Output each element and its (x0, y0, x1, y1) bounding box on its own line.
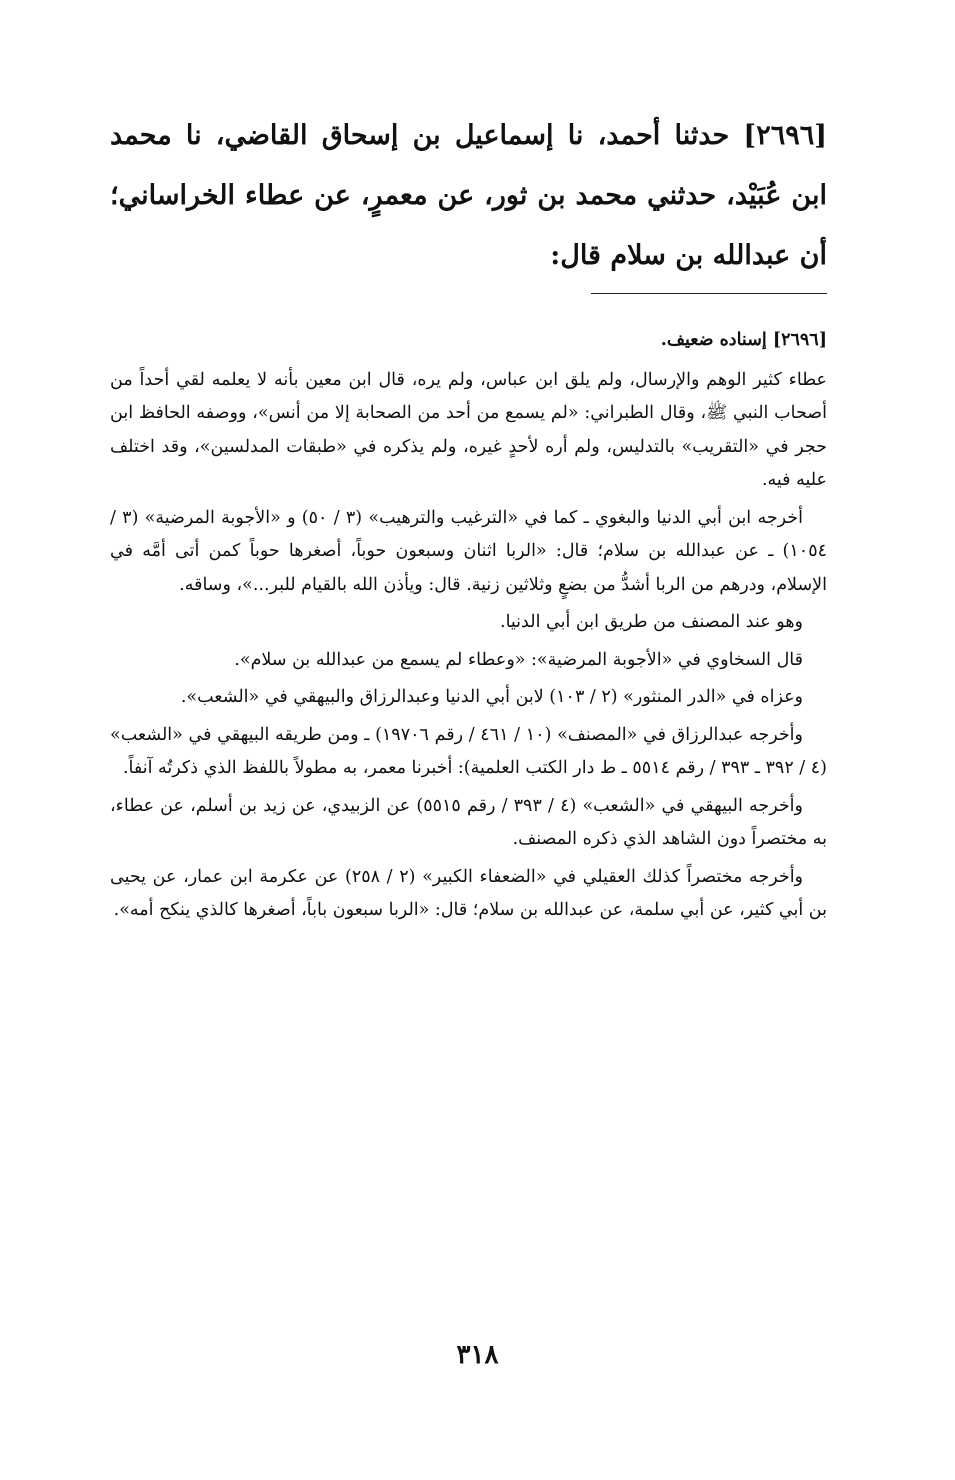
footnote-paragraph: وأخرجه البيهقي في «الشعب» (٤ / ٣٩٣ / رقم ٥٥١٥) عن الزبيدي، عن زيد بن أسلم، عن عطاء، به مختصراً دون الشاهد الذي ذكره المصنف. (110, 795, 827, 849)
footnote-divider (591, 293, 827, 294)
footnote-paragraph: أخرجه ابن أبي الدنيا والبغوي ـ كما في «الترغيب والترهيب» (٣ / ٥٠) و «الأجوبة المرضية» (٣ / ١٠٥٤) ـ عن عبدالله بن سلام؛ قال: «الربا اثنان وسبعون حوباً، أصغرها حوباً كمن أتى أمَّه في الإسلام، ودرهم من الربا أشدُّ من بضعٍ وثلاثين زنية. قال: ويأذن الله بالقيام للبر...»، وساقه. (110, 507, 827, 595)
footnote-paragraph: عطاء كثير الوهم والإرسال، ولم يلق ابن عباس، ولم يره، قال ابن معين بأنه لا يعلمه لقي أحداً من أصحاب النبي ﷺ، وقال الطبراني: «لم يسمع من أحد من الصحابة إلا من أنس»، ووصفه الحافظ ابن حجر في «التقريب» بالتدليس، ولم أره لأحدٍ غيره، ولم يذكره في «طبقات المدلسين»، وقد اختلف عليه فيه. (110, 369, 827, 490)
footnote-paragraph: وأخرجه عبدالرزاق في «المصنف» (١٠ / ٤٦١ / رقم ١٩٧٠٦) ـ ومن طريقه البيهقي في «الشعب» (٤ / ٣٩٢ ـ ٣٩٣ / رقم ٥٥١٤ ـ ط دار الكتب العلمية): أخبرنا معمر، به مطولاً باللفظ الذي ذكرتُه آنفاً. (110, 724, 827, 778)
footnote-paragraph: قال السخاوي في «الأجوبة المرضية»: «وعطاء لم يسمع من عبدالله بن سلام». (234, 649, 803, 670)
footnotes (110, 324, 827, 932)
page-number: ٣١٨ (456, 1340, 499, 1370)
hadith-text: [٢٦٩٦] حدثنا أحمد، نا إسماعيل بن إسحاق القاضي، نا محمد ابن عُبَيْد، حدثني محمد بن ثور، عن معمرٍ، عن عطاء الخراساني؛ أن عبدالله بن سلام قال: (110, 120, 827, 271)
footnote-paragraph: وأخرجه مختصراً كذلك العقيلي في «الضعفاء الكبير» (٢ / ٢٥٨) عن عكرمة ابن عمار، عن يحيى بن أبي كثير، عن أبي سلمة، عن عبدالله بن سلام؛ قال: «الربا سبعون باباً، أصغرها كالذي ينكح أمه». (110, 866, 827, 920)
footnote-paragraph: وعزاه في «الدر المنثور» (٢ / ١٠٣) لابن أبي الدنيا وعبدالرزاق والبيهقي في «الشعب». (180, 687, 803, 707)
footnote-heading: [٢٦٩٦] إسناده ضعيف. (660, 330, 827, 350)
footnote-paragraph: وهو عند المصنف من طريق ابن أبي الدنيا. (500, 612, 803, 632)
